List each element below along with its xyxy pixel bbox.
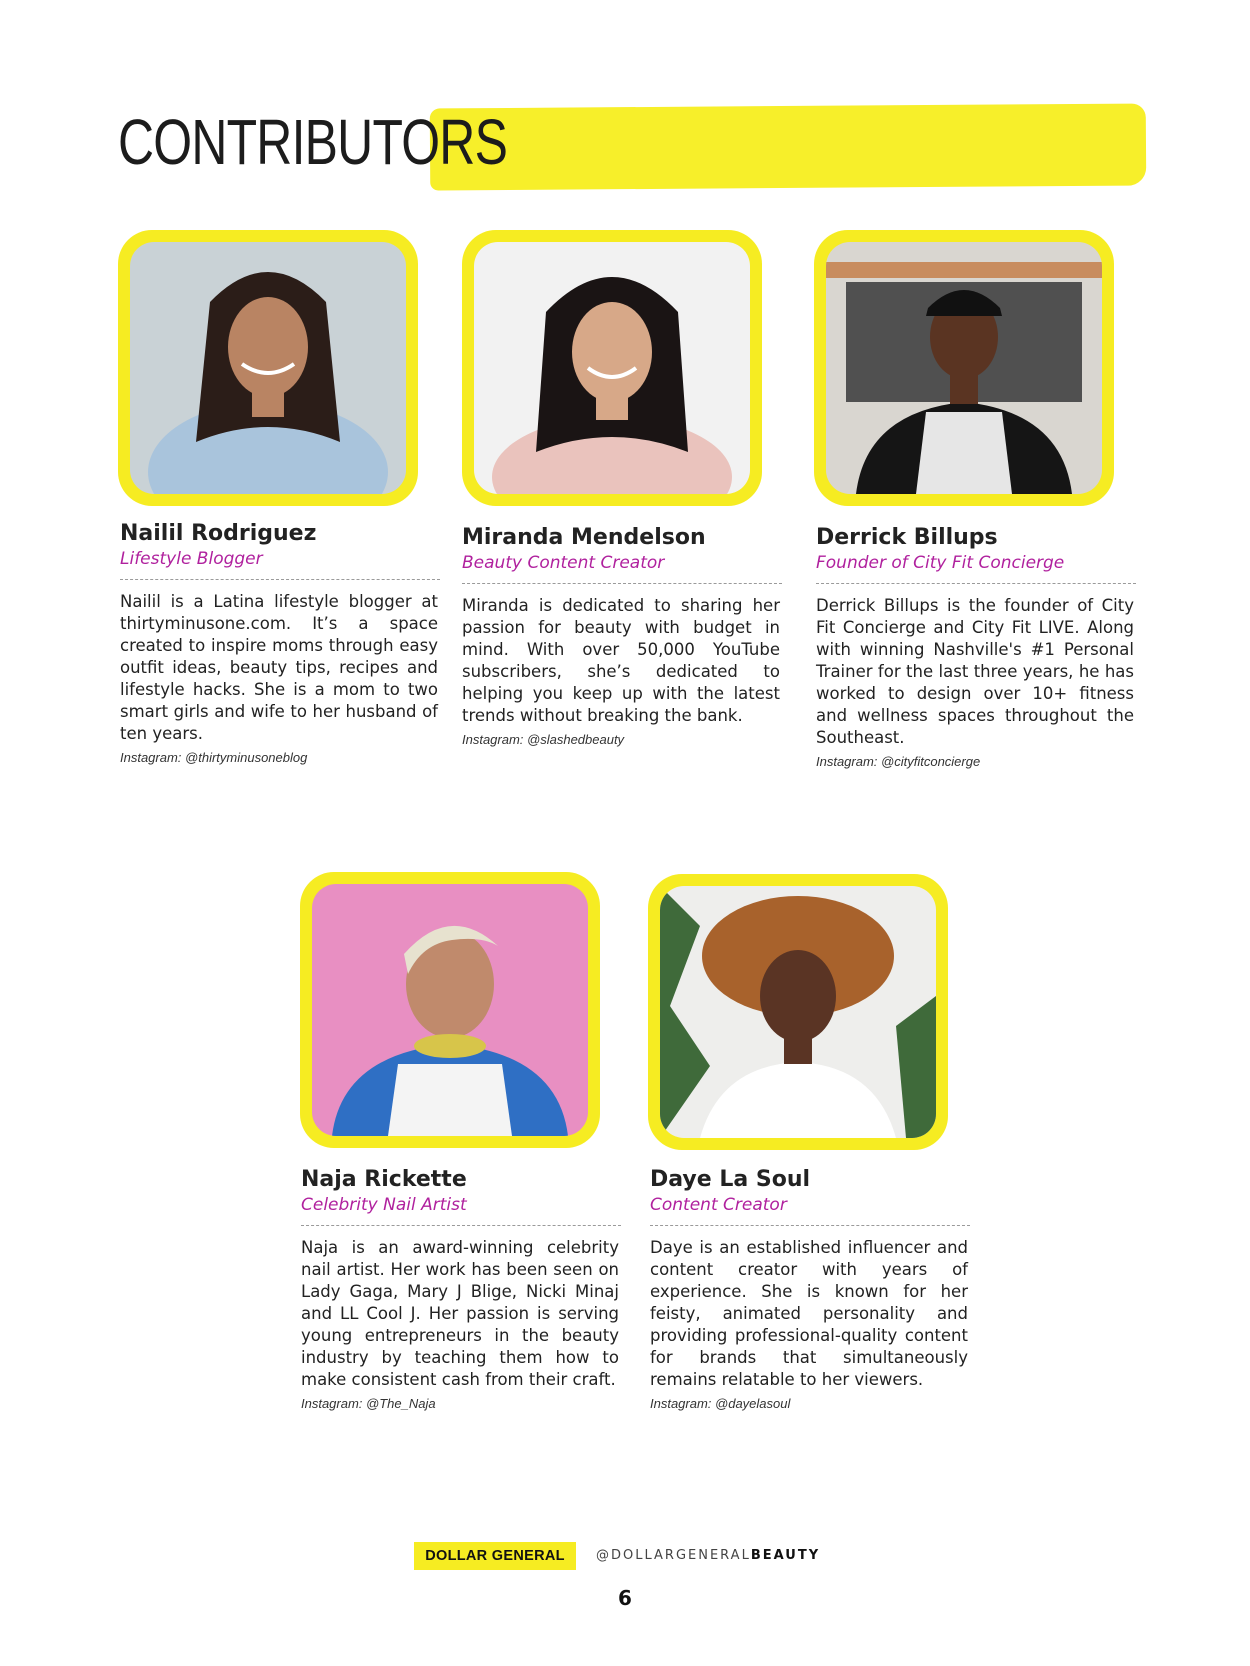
contributor-role: Founder of City Fit Concierge xyxy=(816,553,1065,573)
bio-text: Daye is an established influencer and content creator with years of experience. She is known for her feisty, animated personality and providing professional-quality content for brands that simultaneously remains relatable to her viewers. xyxy=(650,1238,968,1389)
dashed-divider xyxy=(120,579,440,580)
contributor-role: Content Creator xyxy=(650,1195,787,1215)
instagram-handle: Instagram: @slashedbeauty xyxy=(462,732,625,747)
dashed-divider xyxy=(301,1225,621,1226)
bio-text: Nailil is a Latina lifestyle blogger at thirtyminusone.com. It’s a space created to inspire moms through easy outfit ideas, beauty tips, recipes and lifestyle hacks. She is a mom to two smart girls and wife to her husband of ten years. xyxy=(120,592,438,743)
handle-prefix: @DOLLARGENERAL xyxy=(596,1548,751,1563)
dollar-general-logo: DOLLAR GENERAL xyxy=(414,1542,576,1570)
footer-social-handle xyxy=(596,1548,820,1563)
bio-text: Derrick Billups is the founder of City Fit Concierge and City Fit LIVE. Along with winning Nashville's #1 Personal Trainer for the last three years, he has worked to design over 10+ fitness and wellness spaces throughout the Southeast. xyxy=(816,596,1134,747)
dashed-divider xyxy=(650,1225,970,1226)
contributor-name: Miranda Mendelson xyxy=(462,525,706,550)
contributor-bio xyxy=(650,1237,968,1415)
portrait-image xyxy=(660,886,936,1138)
contributor-photo-nailil xyxy=(118,230,418,506)
contributor-bio xyxy=(462,595,780,751)
instagram-handle: Instagram: @cityfitconcierge xyxy=(816,754,981,769)
page-title: CONTRIBUTORS xyxy=(118,106,508,178)
portrait-image xyxy=(130,242,406,494)
contributor-photo-derrick xyxy=(814,230,1114,506)
instagram-handle: Instagram: @dayelasoul xyxy=(650,1396,791,1411)
instagram-handle: Instagram: @thirtyminusoneblog xyxy=(120,750,308,765)
title-highlight-bar xyxy=(430,104,1147,191)
contributor-name: Daye La Soul xyxy=(650,1167,811,1192)
portrait-image xyxy=(474,242,750,494)
portrait-image xyxy=(312,884,588,1136)
contributor-role: Celebrity Nail Artist xyxy=(301,1195,467,1215)
contributor-name: Naja Rickette xyxy=(301,1167,467,1192)
bio-text: Naja is an award-winning celebrity nail artist. Her work has been seen on Lady Gaga, Mary J Blige, Nicki Minaj and LL Cool J. Her passion is serving young entrepreneurs in the beauty industry by teaching them how to make consistent cash from their craft. xyxy=(301,1238,619,1389)
instagram-handle: Instagram: @The_Naja xyxy=(301,1396,436,1411)
contributor-bio xyxy=(120,591,438,769)
contributor-photo-miranda xyxy=(462,230,762,506)
contributor-role: Lifestyle Blogger xyxy=(120,549,263,569)
contributor-name: Nailil Rodriguez xyxy=(120,521,317,546)
contributor-photo-naja xyxy=(300,872,600,1148)
dashed-divider xyxy=(816,583,1136,584)
contributor-bio xyxy=(816,595,1134,773)
contributor-name: Derrick Billups xyxy=(816,525,998,550)
handle-suffix: BEAUTY xyxy=(750,1548,821,1563)
page-number: 6 xyxy=(618,1586,632,1610)
dashed-divider xyxy=(462,583,782,584)
contributor-role: Beauty Content Creator xyxy=(462,553,665,573)
contributor-photo-daye xyxy=(648,874,948,1150)
portrait-image xyxy=(826,242,1102,494)
contributor-bio xyxy=(301,1237,619,1415)
bio-text: Miranda is dedicated to sharing her passion for beauty with budget in mind. With over 50,000 YouTube subscribers, she’s dedicated to helping you keep up with the latest trends without breaking the bank. xyxy=(462,596,780,725)
